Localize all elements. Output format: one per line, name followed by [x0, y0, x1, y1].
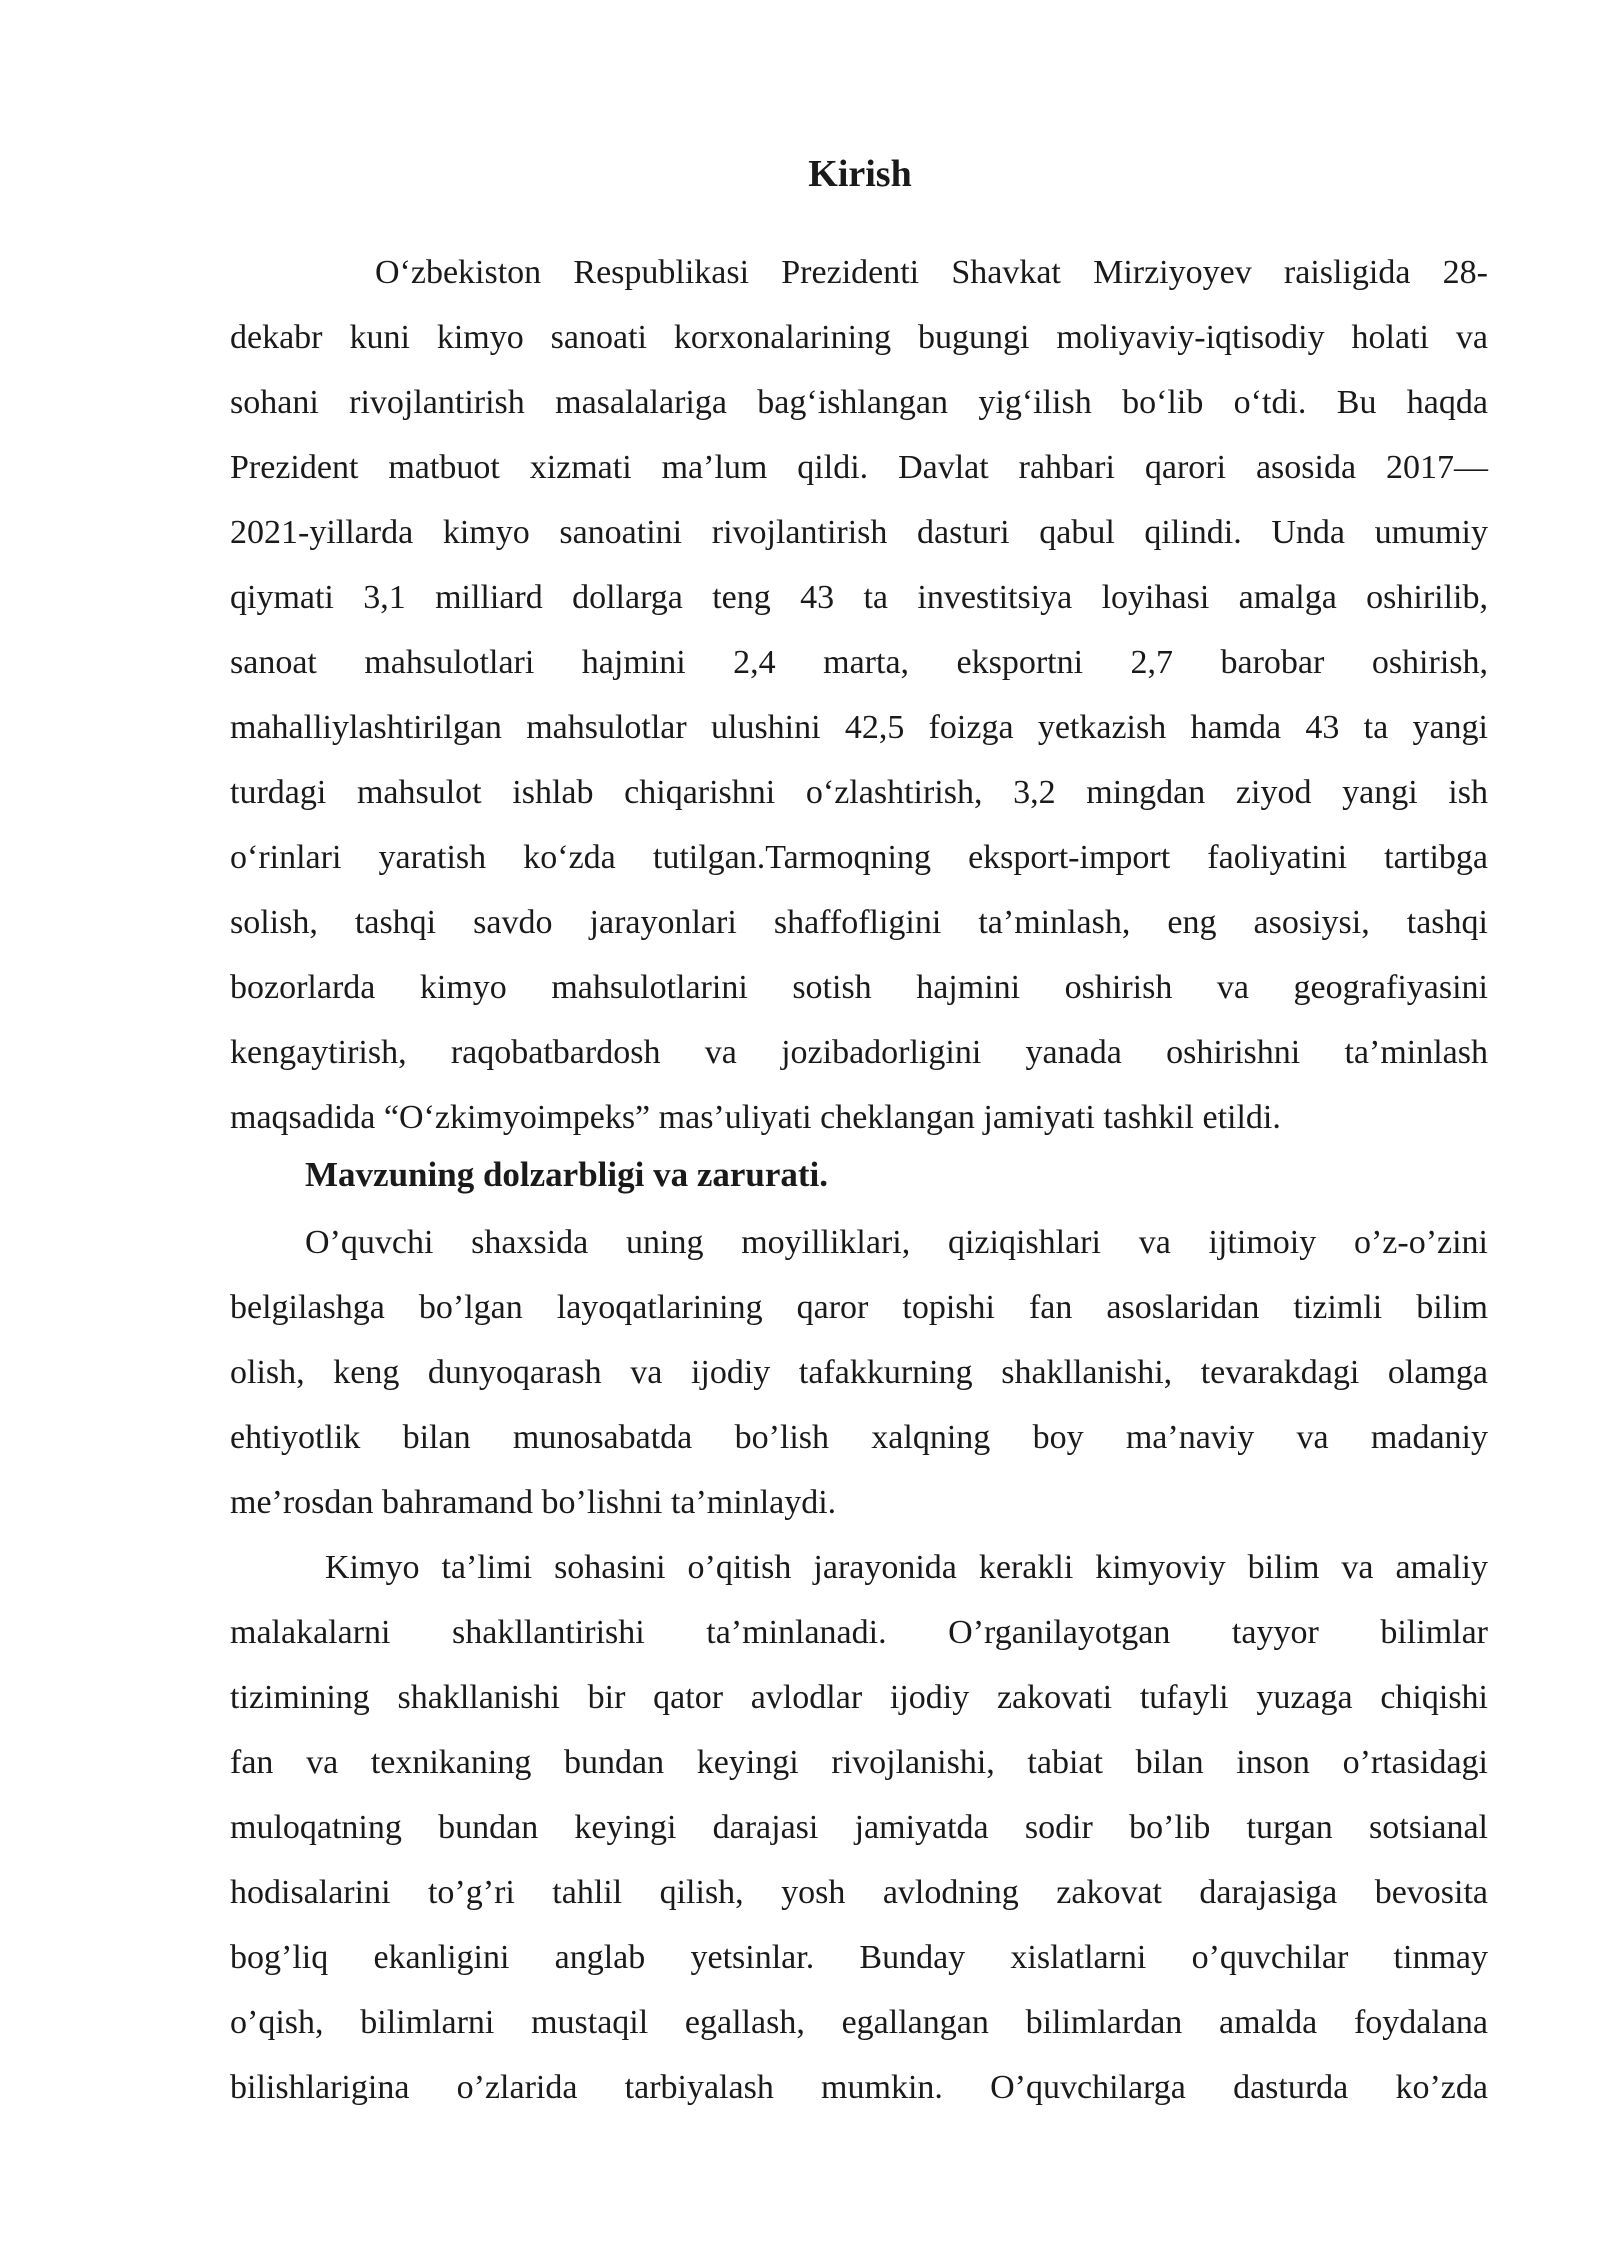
paragraph-line: dekabr kuni kimyo sanoati korxonalarining bugungi moliyaviy-iqtisodiy holati va	[230, 319, 1488, 356]
paragraph-line: O’quvchi shaxsida uning moyilliklari, qiziqishlari va ijtimoiy o’z-o’zini	[305, 1224, 1488, 1261]
paragraph-line: o’qish, bilimlarni mustaqil egallash, egallangan bilimlardan amalda foydalana	[230, 2004, 1488, 2041]
paragraph-line: sohani rivojlantirish masalalariga bag‘ishlangan yig‘ilish bo‘lib o‘tdi. Bu haqda	[230, 384, 1488, 421]
paragraph-line: belgilashga bo’lgan layoqatlarining qaror topishi fan asoslaridan tizimli bilim	[230, 1289, 1488, 1326]
paragraph-line: tizimining shakllanishi bir qator avlodlar ijodiy zakovati tufayli yuzaga chiqishi	[230, 1679, 1488, 1716]
paragraph-line: fan va texnikaning bundan keyingi rivojlanishi, tabiat bilan inson o’rtasidagi	[230, 1744, 1488, 1781]
paragraph-line: solish, tashqi savdo jarayonlari shaffofligini ta’minlash, eng asosiysi, tashqi	[230, 904, 1488, 941]
paragraph-intro	[230, 240, 1488, 1150]
paragraph-line: olish, keng dunyoqarash va ijodiy tafakkurning shakllanishi, tevarakdagi olamga	[230, 1354, 1488, 1391]
paragraph-line: turdagi mahsulot ishlab chiqarishni o‘zlashtirish, 3,2 mingdan ziyod yangi ish	[230, 774, 1488, 811]
paragraph-line: qiymati 3,1 milliard dollarga teng 43 ta investitsiya loyihasi amalga oshirilib,	[230, 579, 1488, 616]
paragraph-line: mahalliylashtirilgan mahsulotlar ulushini 42,5 foizga yetkazish hamda 43 ta yangi	[230, 709, 1488, 746]
paragraph-line: bozorlarda kimyo mahsulotlarini sotish hajmini oshirish va geografiyasini	[230, 969, 1488, 1006]
paragraph-line: hodisalarini to’g’ri tahlil qilish, yosh avlodning zakovat darajasiga bevosita	[230, 1874, 1488, 1911]
paragraph-line: 2021-yillarda kimyo sanoatini rivojlantirish dasturi qabul qilindi. Unda umumiy	[230, 514, 1488, 551]
paragraph-line: muloqatning bundan keyingi darajasi jamiyatda sodir bo’lib turgan sotsianal	[230, 1809, 1488, 1846]
paragraph-line: Kimyo ta’limi sohasini o’qitish jarayonida kerakli kimyoviy bilim va amaliy	[325, 1549, 1488, 1586]
paragraph-line: Prezident matbuot xizmati ma’lum qildi. Davlat rahbari qarori asosida 2017—	[230, 449, 1488, 486]
paragraph-line: kengaytirish, raqobatbardosh va jozibadorligini yanada oshirishni ta’minlash	[230, 1034, 1488, 1071]
paragraph-line: me’rosdan bahramand bo’lishni ta’minlaydi.	[230, 1484, 837, 1521]
paragraph-line: bilishlarigina o’zlarida tarbiyalash mumkin. O’quvchilarga dasturda ko’zda	[230, 2069, 1488, 2106]
paragraph-line: ehtiyotlik bilan munosabatda bo’lish xalqning boy ma’naviy va madaniy	[230, 1419, 1488, 1456]
paragraph-chemistry-education	[230, 1535, 1488, 2120]
paragraph-line: o‘rinlari yaratish ko‘zda tutilgan.Tarmoqning eksport-import faoliyatini tartibga	[230, 839, 1488, 876]
paragraph-line: sanoat mahsulotlari hajmini 2,4 marta, eksportni 2,7 barobar oshirish,	[230, 644, 1488, 681]
section-heading: Mavzuning dolzarbligi va zarurati.	[305, 1155, 829, 1194]
paragraph-line: malakalarni shakllantirishi ta’minlanadi. O’rganilayotgan tayyor bilimlar	[230, 1614, 1488, 1651]
paragraph-relevance	[230, 1210, 1488, 1535]
paragraph-line: O‘zbekiston Respublikasi Prezidenti Shavkat Mirziyoyev raisligida 28-	[375, 254, 1488, 291]
paragraph-line: maqsadida “O‘zkimyoimpeks” mas’uliyati cheklangan jamiyati tashkil etildi.	[230, 1099, 1281, 1136]
page-title: Kirish	[808, 153, 912, 195]
paragraph-line: bog’liq ekanligini anglab yetsinlar. Bunday xislatlarni o’quvchilar tinmay	[230, 1939, 1488, 1976]
